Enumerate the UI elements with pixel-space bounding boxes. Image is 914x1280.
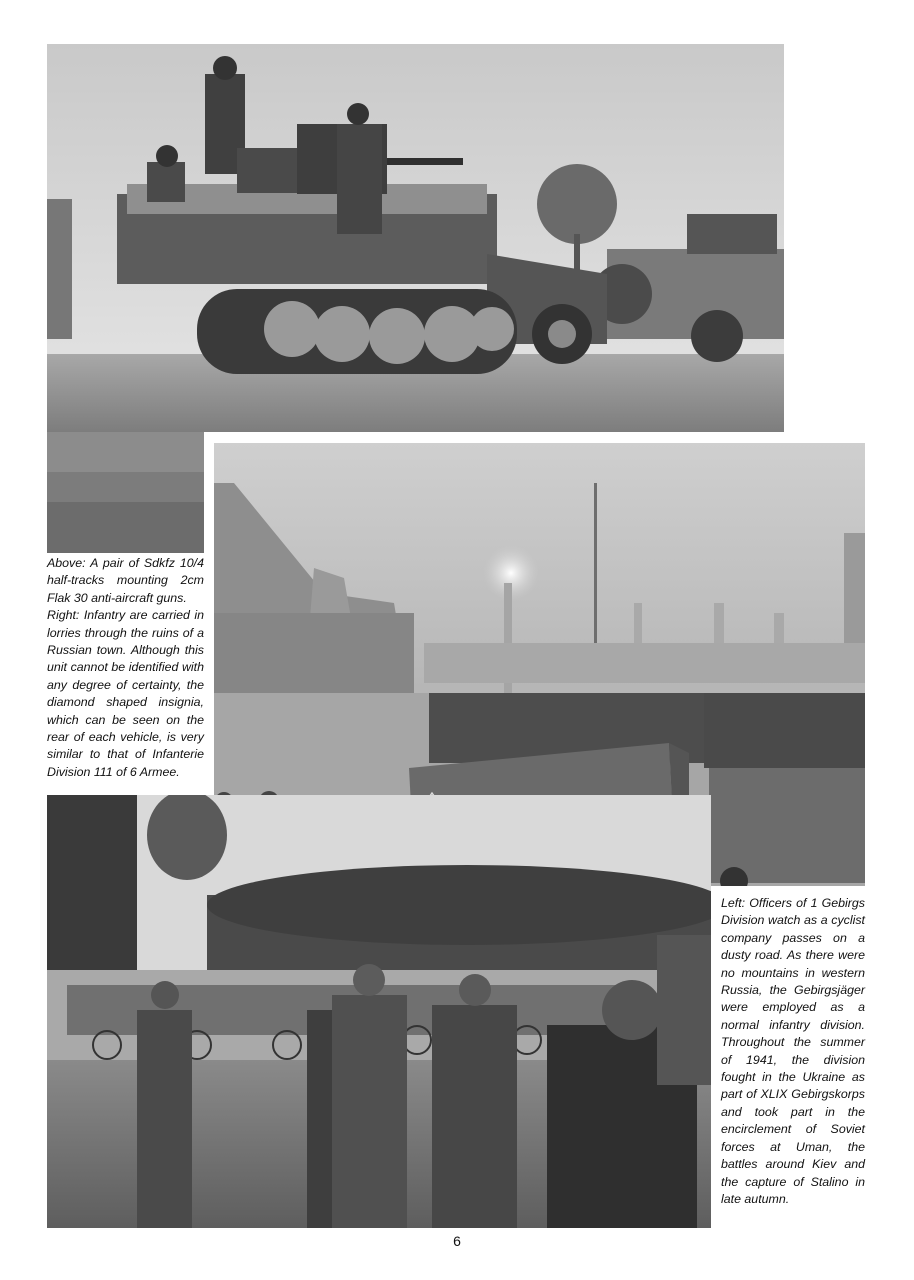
officers-photo-image <box>47 795 711 1228</box>
ground-strip-image <box>47 432 204 553</box>
caption-above-right <box>47 555 204 781</box>
photo-halftrack-ground-strip <box>47 432 204 553</box>
photo-gebirgs-officers <box>47 795 711 1228</box>
caption-left <box>721 895 865 1208</box>
caption-above-text: Above: A pair of Sdkfz 10/4 half-tracks mounting 2cm Flak 30 anti-aircraft guns. <box>47 556 204 605</box>
page-number: 6 <box>453 1233 461 1249</box>
photo-halftrack-flak <box>47 44 784 432</box>
halftrack-photo-image <box>47 44 784 432</box>
caption-right-text: Right: Infantry are carried in lorries through the ruins of a Russian town. Although this unit cannot be identified with any degree of certainty, the diamond shaped insignia, which can be seen on the rear of each vehicle, is very similar to that of Infanterie Division 111 of 6 Armee. <box>47 608 204 779</box>
caption-left-text: Left: Officers of 1 Gebirgs Division watch as a cyclist company passes on a dusty road. As there were no mountains in western Russia, the Gebirgsjäger were employed as a normal infantry division. Throughout the summer of 1941, the division fought in the Ukraine as part of XLIX Gebirgskorps and took part in the encirclement of Soviet forces at Uman, the battles around Kiev and the capture of Stalino in late autumn. <box>721 896 865 1206</box>
